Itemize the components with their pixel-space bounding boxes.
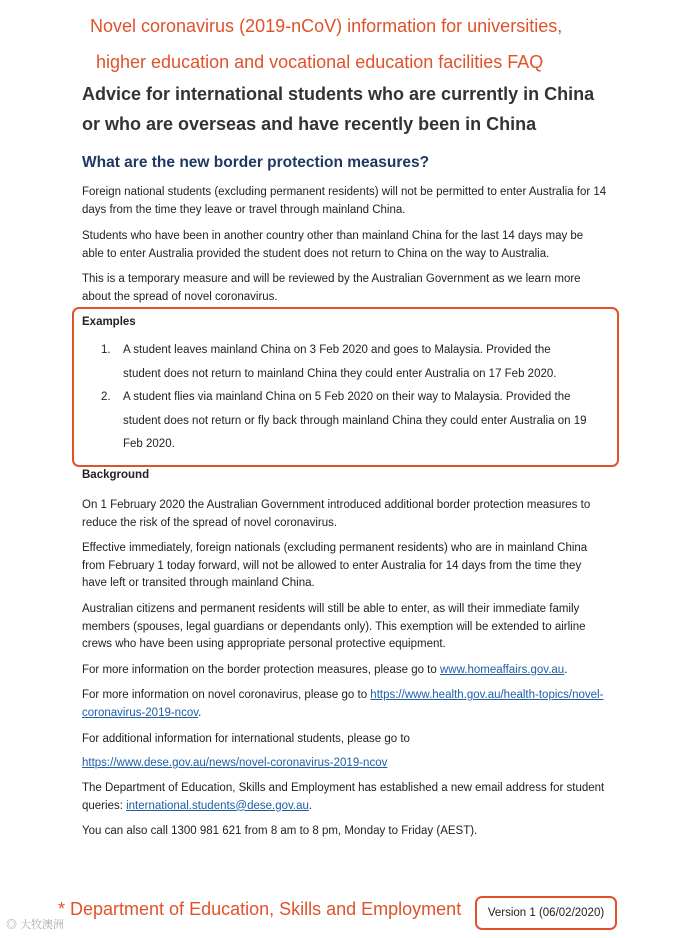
watermark-text: 大牧澳洲 bbox=[20, 919, 65, 931]
example-item-1 bbox=[101, 339, 601, 387]
health-gov-link[interactable]: https://www.health.gov.au/health-topics/novel-coronavirus-2019-ncov bbox=[82, 689, 604, 719]
health-info-paragraph bbox=[82, 687, 608, 722]
border-info-suffix: . bbox=[564, 664, 568, 676]
version-box bbox=[475, 896, 617, 930]
section-heading: What are the new border protection measures? bbox=[82, 154, 430, 171]
background-label: Background bbox=[82, 469, 150, 481]
title-line-1: Advice for international students who are currently in China bbox=[82, 84, 595, 104]
health-info-suffix: . bbox=[198, 706, 202, 719]
phone-paragraph: You can also call 1300 981 621 from 8 am to 8 pm, Monday to Friday (AEST). bbox=[82, 825, 478, 837]
background-paragraph-3: Australian citizens and permanent residents will still be able to enter, as will their immediate family members (spouses, legal guardians or dependants only). This exemption will be extended to airline crews who have been using appropriate personal protective equipment. bbox=[82, 603, 586, 651]
intro-paragraph-3: This is a temporary measure and will be reviewed by the Australian Government as we learn more about the spread of novel coronavirus. bbox=[82, 273, 581, 303]
background-paragraph-2: Effective immediately, foreign nationals (excluding permanent residents) who are in mainland China from February 1 today forward, will not be allowed to enter Australia for 14 days from the time they have left or transited through mainland China. bbox=[82, 542, 588, 590]
example-item-2 bbox=[101, 386, 601, 456]
email-paragraph bbox=[82, 780, 608, 815]
intro-paragraph-2: Students who have been in another country other than mainland China for the last 14 days may be able to enter Australia provided the student does not return to China on the way to Australia. bbox=[82, 230, 584, 260]
example-text: A student flies via mainland China on 5 Feb 2020 on their way to Malaysia. Provided the student does not return or fly back through mainland China they could enter Australia on 19 Feb 2020. bbox=[123, 391, 587, 450]
background-paragraph-1: On 1 February 2020 the Australian Government introduced additional border protection measures to reduce the risk of the spread of novel coronavirus. bbox=[82, 499, 591, 529]
example-number: 2. bbox=[101, 391, 111, 403]
title-line-2: or who are overseas and have recently been in China bbox=[82, 114, 537, 134]
dese-news-link[interactable]: https://www.dese.gov.au/news/novel-coronavirus-2019-ncov bbox=[82, 757, 388, 769]
border-info-paragraph bbox=[82, 662, 608, 680]
intl-info-text: For additional information for international students, please go to bbox=[82, 733, 410, 745]
footer-department: * Department of Education, Skills and Employment bbox=[58, 899, 462, 919]
banner-line-1: Novel coronavirus (2019-nCoV) information for universities, bbox=[90, 16, 563, 36]
border-info-text: For more information on the border protection measures, please go to bbox=[82, 664, 440, 676]
email-suffix: . bbox=[308, 799, 313, 812]
student-email-link[interactable]: international.students@dese.gov.au bbox=[126, 799, 309, 812]
example-number: 1. bbox=[101, 344, 111, 356]
wechat-icon: ◎ bbox=[6, 919, 21, 931]
health-info-text: For more information on novel coronavirus, please go to bbox=[82, 689, 371, 701]
intro-paragraph-1: Foreign national students (excluding permanent residents) will not be permitted to enter Australia for 14 days from the time they leave or travel through mainland China. bbox=[82, 186, 607, 216]
email-text: The Department of Education, Skills and Employment has established a new email address for student queries: bbox=[82, 782, 605, 812]
examples-label: Examples bbox=[82, 316, 136, 328]
watermark bbox=[6, 916, 64, 932]
intl-info-paragraph bbox=[82, 755, 608, 773]
homeaffairs-link[interactable]: www.homeaffairs.gov.au bbox=[439, 664, 565, 676]
example-text: A student leaves mainland China on 3 Feb 2020 and goes to Malaysia. Provided the student does not return to mainland China they could enter Australia on 17 Feb 2020. bbox=[123, 344, 557, 380]
banner-line-2: higher education and vocational education facilities FAQ bbox=[96, 52, 544, 72]
version-label: Version 1 (06/02/2020) bbox=[487, 907, 605, 919]
